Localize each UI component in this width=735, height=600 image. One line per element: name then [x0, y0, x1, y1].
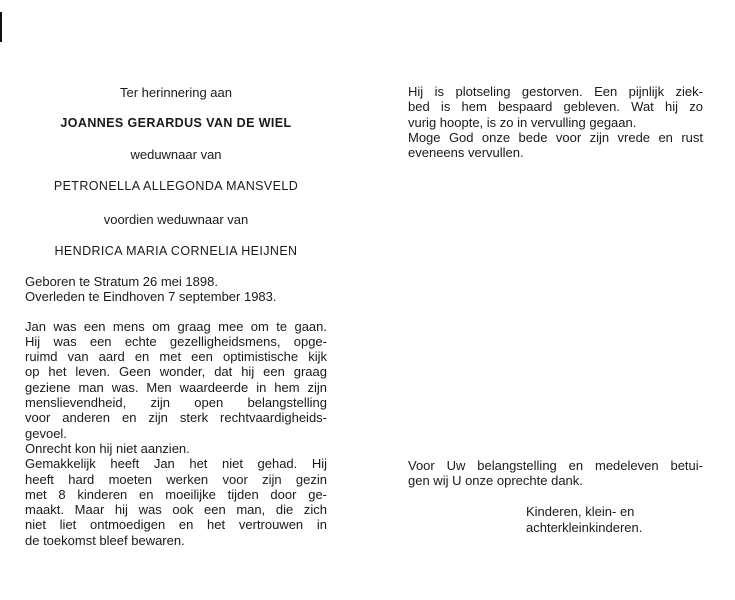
tribute-line: heeft hard moeten werken voor zijn gezin	[25, 471, 327, 487]
passing-line: bed is hem bespaard gebleven. Wat hij zo	[408, 99, 703, 115]
life-dates	[25, 274, 327, 305]
card-left-column	[25, 84, 327, 548]
scan-edge-mark	[0, 12, 2, 42]
tribute-line: met 8 kinderen en moeilijke tijden door ge-	[25, 486, 327, 502]
tribute-line: Hij was een echte gezelligheidsmens, opge-	[25, 333, 327, 349]
tribute-line: Jan was een mens om graag mee om te gaan.	[25, 318, 327, 334]
tribute-line: Onrecht kon hij niet aanzien.	[25, 440, 190, 456]
tribute-text	[25, 319, 327, 548]
passing-text	[408, 84, 703, 160]
spouse-name-1: PETRONELLA ALLEGONDA MANSVELD	[53, 179, 299, 193]
signature-line: Kinderen, klein- en	[526, 504, 635, 519]
thanks-line: Voor Uw belangstelling en medeleven betui-	[408, 458, 703, 473]
tribute-line: niet liet ontmoedigen en het vertrouwen in	[25, 517, 327, 533]
intro-text: Ter herinnering aan	[119, 85, 233, 100]
relation-text-2: voordien weduwnaar van	[103, 212, 249, 227]
passing-line: eveneens vervullen.	[408, 145, 524, 161]
deceased-name: JOANNES GERARDUS VAN DE WIEL	[60, 116, 292, 130]
thanks-line: gen wij U onze oprechte dank.	[408, 473, 583, 489]
tribute-line: de toekomst bleef bewaren.	[25, 532, 185, 548]
tribute-line: op het leven. Geen wonder, dat hij een graag	[25, 364, 327, 380]
birth-line: Geboren te Stratum 26 mei 1898.	[25, 274, 218, 289]
signature-line: achterkleinkinderen.	[526, 520, 643, 535]
tribute-line: gevoel.	[25, 425, 67, 441]
tribute-line: geziene man was. Men waardeerde in hem zijn	[25, 379, 327, 395]
passing-line: vurig hoopte, is zo in vervulling gegaan.	[408, 114, 637, 130]
tribute-line: Gemakkelijk heeft Jan het niet gehad. Hij	[25, 456, 327, 472]
spouse-name-2: HENDRICA MARIA CORNELIA HEIJNEN	[54, 244, 298, 258]
family-signature	[526, 504, 642, 536]
relation-text-1: weduwnaar van	[130, 147, 222, 162]
tribute-line: menslievendheid, zijn open belangstelling	[25, 395, 327, 411]
tribute-line: maakt. Maar hij was ook een man, die zich	[25, 502, 327, 518]
passing-line: Hij is plotseling gestorven. Een pijnlijk ziek-	[408, 84, 703, 99]
tribute-line: ruimd van aard en met een optimistische kijk	[25, 349, 327, 365]
death-line: Overleden te Eindhoven 7 september 1983.	[25, 289, 277, 305]
thanks-text	[408, 458, 703, 489]
tribute-line: voor anderen en zijn sterk rechtvaardigheids-	[25, 410, 327, 426]
passing-line: Moge God onze bede voor zijn vrede en rust	[408, 129, 703, 145]
